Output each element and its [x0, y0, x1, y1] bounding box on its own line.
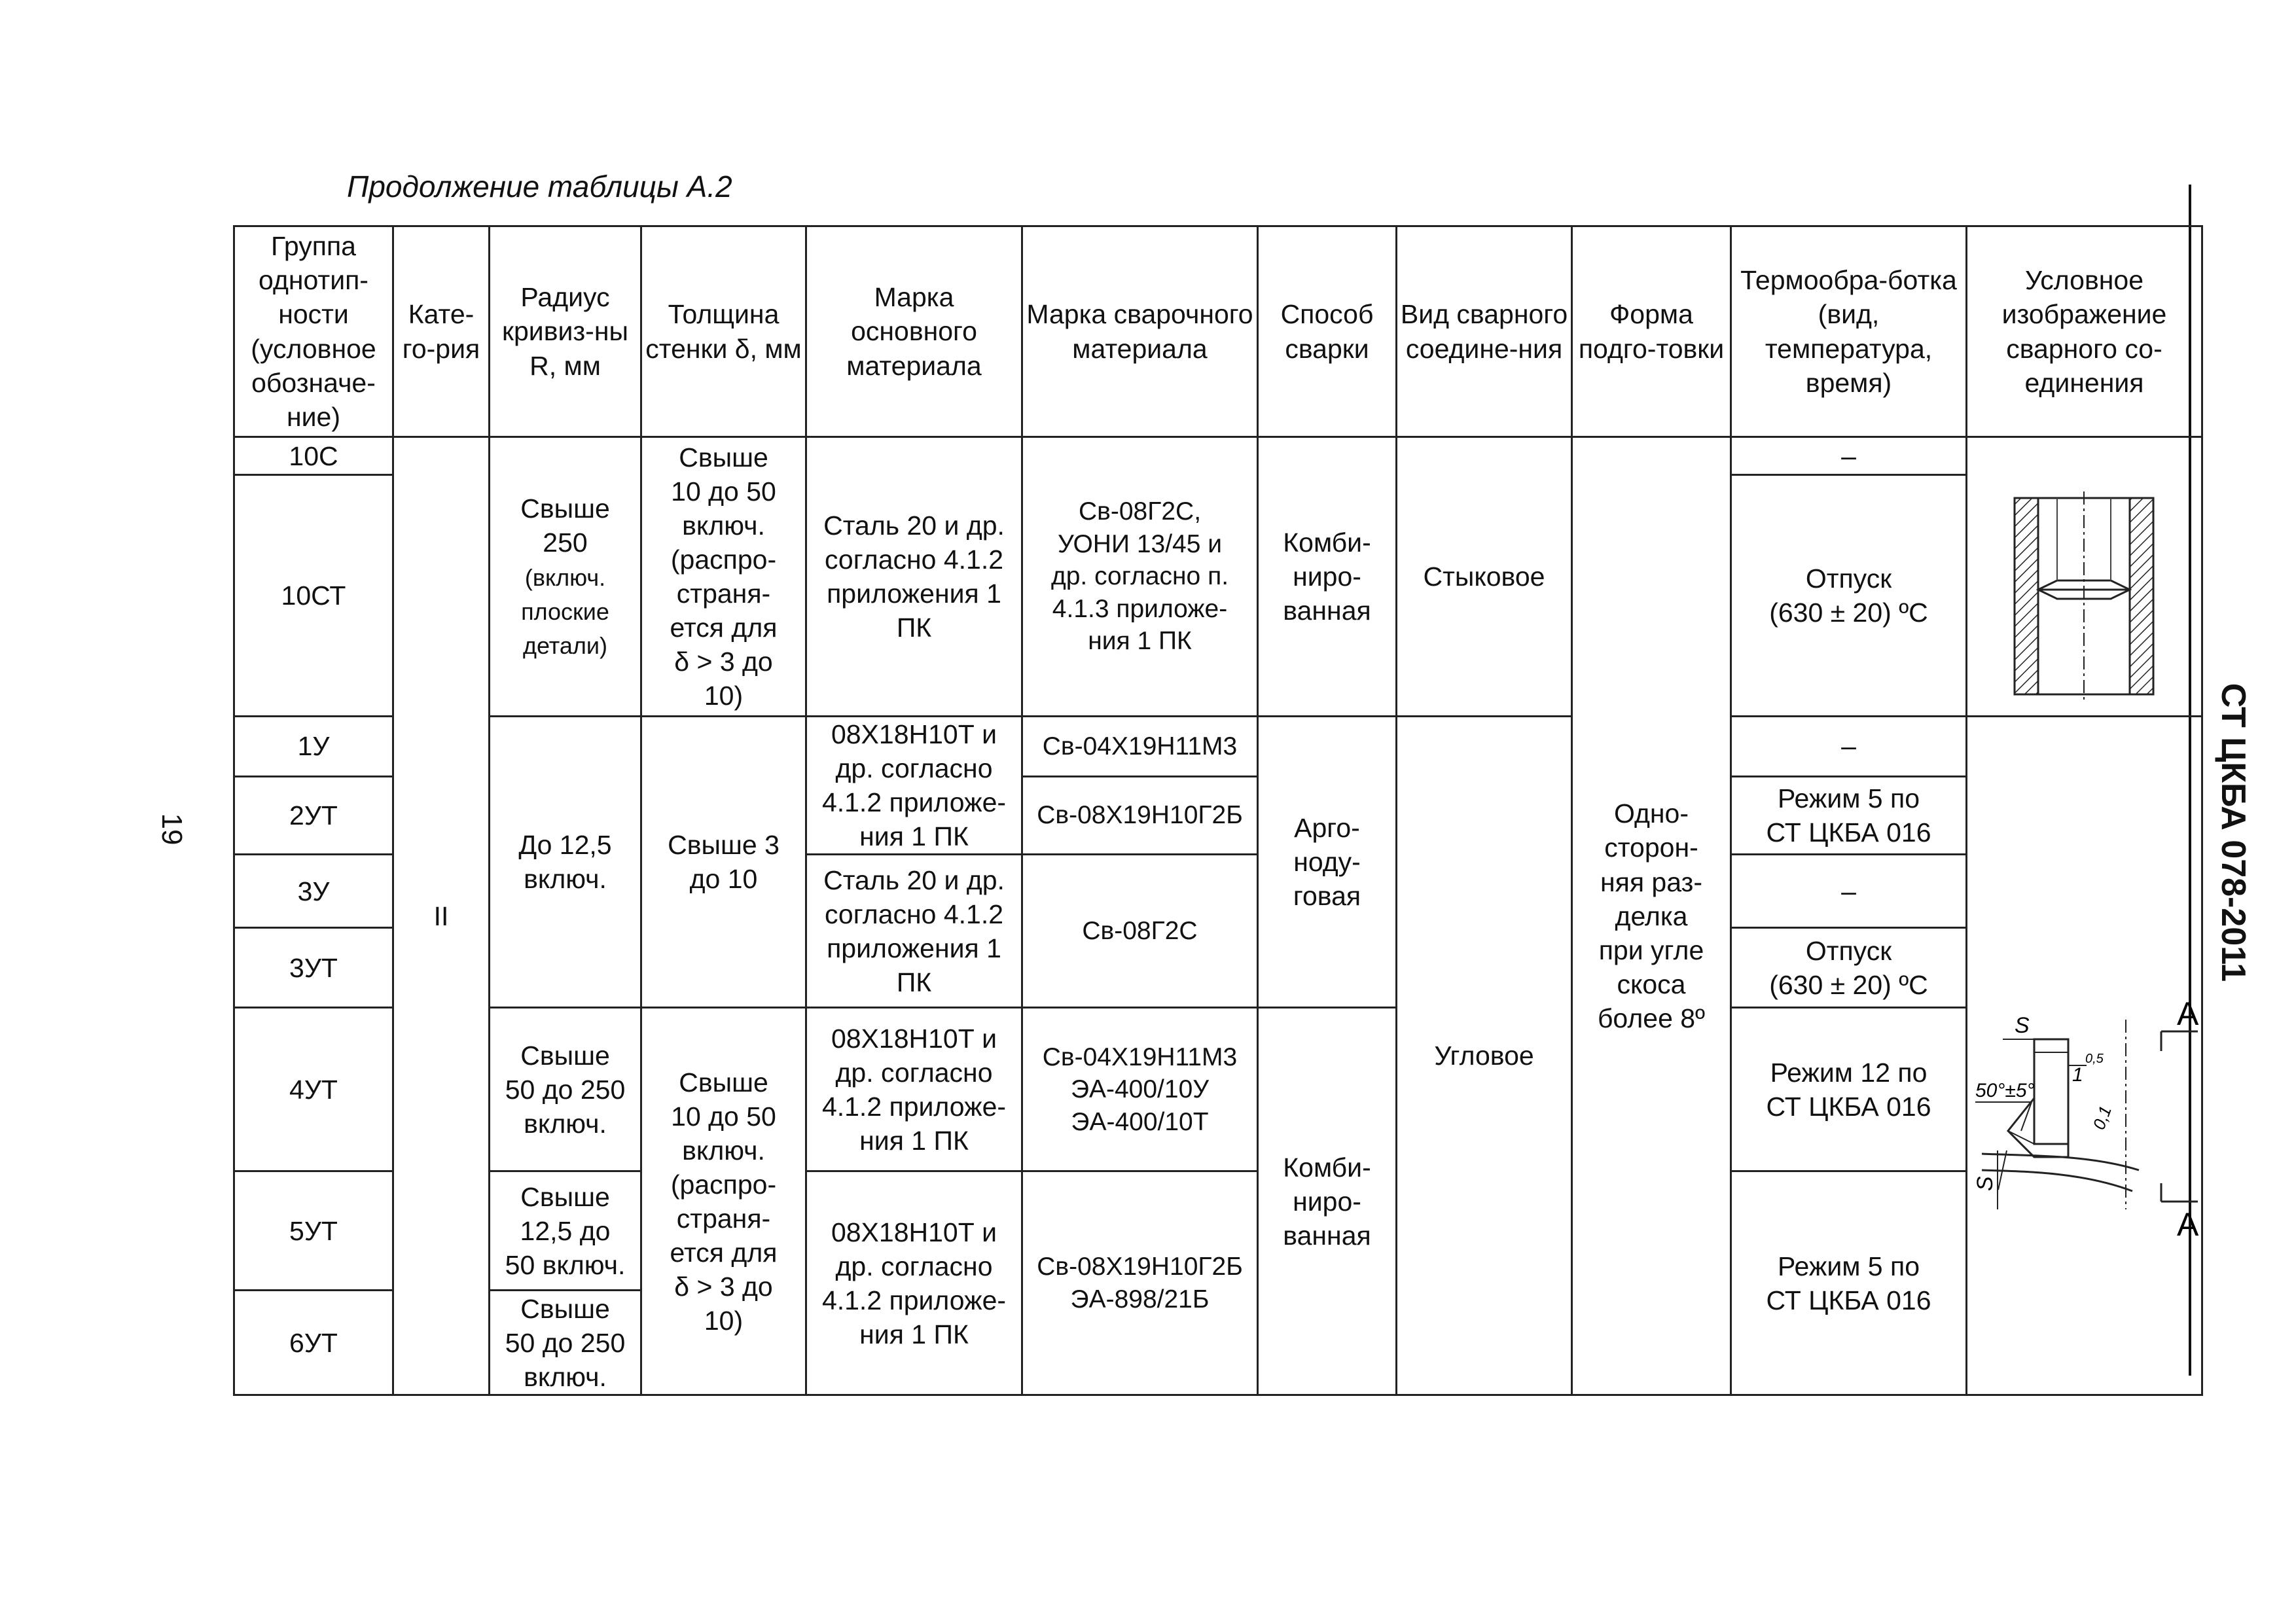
header-cell: Марка основного материала	[806, 226, 1022, 437]
joint-cell: Стыковое	[1397, 437, 1572, 717]
dim-r3: 0,1	[2088, 1103, 2115, 1133]
radius-cell: Свыше 50 до 250 включ.	[490, 1291, 641, 1395]
header-row	[234, 226, 2202, 437]
header-cell: Форма подго-товки	[1572, 226, 1731, 437]
table-row	[234, 1008, 2202, 1171]
category-cell: II	[393, 437, 490, 1395]
heat-cell: Отпуск (630 ± 20) ºС	[1731, 928, 1967, 1008]
weld-material-cell: Св-08Х19Н10Г2Б ЭА-898/21Б	[1022, 1171, 1258, 1395]
heat-cell: Отпуск (630 ± 20) ºС	[1731, 475, 1967, 717]
radius-cell: Свыше 12,5 до 50 включ.	[490, 1171, 641, 1291]
weld-material-cell: Св-04Х19Н11М3 ЭА-400/10У ЭА-400/10Т	[1022, 1008, 1258, 1171]
prep-cell: Одно- сторон- няя раз- делка при угле скоса более 8º	[1572, 437, 1731, 1395]
heat-cell: Режим 5 по СТ ЦКБА 016	[1731, 776, 1967, 855]
radius-cell	[490, 437, 641, 717]
corner-joint-drawing-cell	[1967, 717, 2202, 1395]
group-cell: 3УТ	[234, 928, 393, 1008]
heat-cell: –	[1731, 437, 1967, 475]
header-cell: Кате-го-рия	[393, 226, 490, 437]
corner-joint-drawing	[1969, 751, 2200, 1386]
heat-cell: Режим 12 по СТ ЦКБА 016	[1731, 1008, 1967, 1171]
method-cell: Комби- ниро- ванная	[1258, 1008, 1397, 1395]
page-number: 19	[156, 813, 188, 846]
dim-s-side: S	[1972, 1176, 1998, 1192]
dim-angle: 50°±5°	[1975, 1080, 2035, 1102]
base-material-cell: Сталь 20 и др. согласно 4.1.2 приложения 1 ПК	[806, 437, 1022, 717]
base-material-cell: Сталь 20 и др. согласно 4.1.2 приложения 1 ПК	[806, 855, 1022, 1008]
header-cell: Условное изображение сварного со-единения	[1967, 226, 2202, 437]
group-cell: 6УТ	[234, 1291, 393, 1395]
header-cell: Способ сварки	[1258, 226, 1397, 437]
radius-cell: До 12,5 включ.	[490, 717, 641, 1008]
table-caption: Продолжение таблицы А.2	[347, 169, 732, 204]
table-row	[234, 437, 2202, 475]
group-cell: 5УТ	[234, 1171, 393, 1291]
dim-r1: 1	[2072, 1064, 2083, 1086]
header-cell: Термообра-ботка (вид, температура, время)	[1731, 226, 1967, 437]
header-cell: Марка сварочного материала	[1022, 226, 1258, 437]
document-code: СТ ЦКБА 078-2011	[2214, 683, 2252, 982]
group-cell: 1У	[234, 717, 393, 776]
method-cell: Арго- ноду- говая	[1258, 717, 1397, 1008]
weld-material-cell: Св-04Х19Н11М3	[1022, 717, 1258, 776]
base-material-cell: 08Х18Н10Т и др. согласно 4.1.2 приложе- ния 1 ПК	[806, 1008, 1022, 1171]
joint-cell: Угловое	[1397, 717, 1572, 1395]
heat-cell: –	[1731, 717, 1967, 776]
thickness-cell: Свыше 10 до 50 включ. (распро- страня- ется для δ > 3 до 10)	[641, 437, 806, 717]
thickness-cell: Свыше 3 до 10	[641, 717, 806, 1008]
base-material-cell: 08Х18Н10Т и др. согласно 4.1.2 приложе- ния 1 ПК	[806, 1171, 1022, 1395]
radius-note: (включ. плоские детали)	[521, 564, 609, 660]
heat-cell: Режим 5 по СТ ЦКБА 016	[1731, 1171, 1967, 1395]
weld-material-cell: Св-08Г2С	[1022, 855, 1258, 1008]
table-row	[234, 717, 2202, 776]
group-cell: 10С	[234, 437, 393, 475]
dim-r2: 0,5	[2085, 1052, 2104, 1067]
group-cell: 4УТ	[234, 1008, 393, 1171]
header-cell: Вид сварного соедине-ния	[1397, 226, 1572, 437]
header-cell: Группа однотип-ности (условное обозначе-ние)	[234, 226, 393, 437]
radius-value: Свыше 250	[520, 493, 610, 558]
header-cell: Толщина стенки δ, мм	[641, 226, 806, 437]
header-cell: Радиус кривиз-ны R, мм	[490, 226, 641, 437]
section-label-top: А	[2176, 995, 2198, 1033]
thickness-cell: Свыше 10 до 50 включ. (распро- страня- ется для δ > 3 до 10)	[641, 1008, 806, 1395]
table-row	[234, 1171, 2202, 1291]
base-material-cell: 08Х18Н10Т и др. согласно 4.1.2 приложе- ния 1 ПК	[806, 717, 1022, 855]
welding-table	[233, 225, 2203, 1396]
group-cell: 3У	[234, 855, 393, 928]
group-cell: 10СТ	[234, 475, 393, 717]
section-label-bottom: А	[2176, 1206, 2198, 1243]
group-cell: 2УТ	[234, 776, 393, 855]
heat-cell: –	[1731, 855, 1967, 928]
dim-s-top: S	[2014, 1013, 2030, 1039]
weld-material-cell: Св-08Х19Н10Г2Б	[1022, 776, 1258, 855]
method-cell: Комби- ниро- ванная	[1258, 437, 1397, 717]
radius-cell: Свыше 50 до 250 включ.	[490, 1008, 641, 1171]
butt-joint-drawing-cell	[1967, 437, 2202, 717]
weld-material-cell: Св-08Г2С, УОНИ 13/45 и др. согласно п. 4.1.3 приложе- ния 1 ПК	[1022, 437, 1258, 717]
butt-joint-drawing	[1969, 472, 2200, 707]
